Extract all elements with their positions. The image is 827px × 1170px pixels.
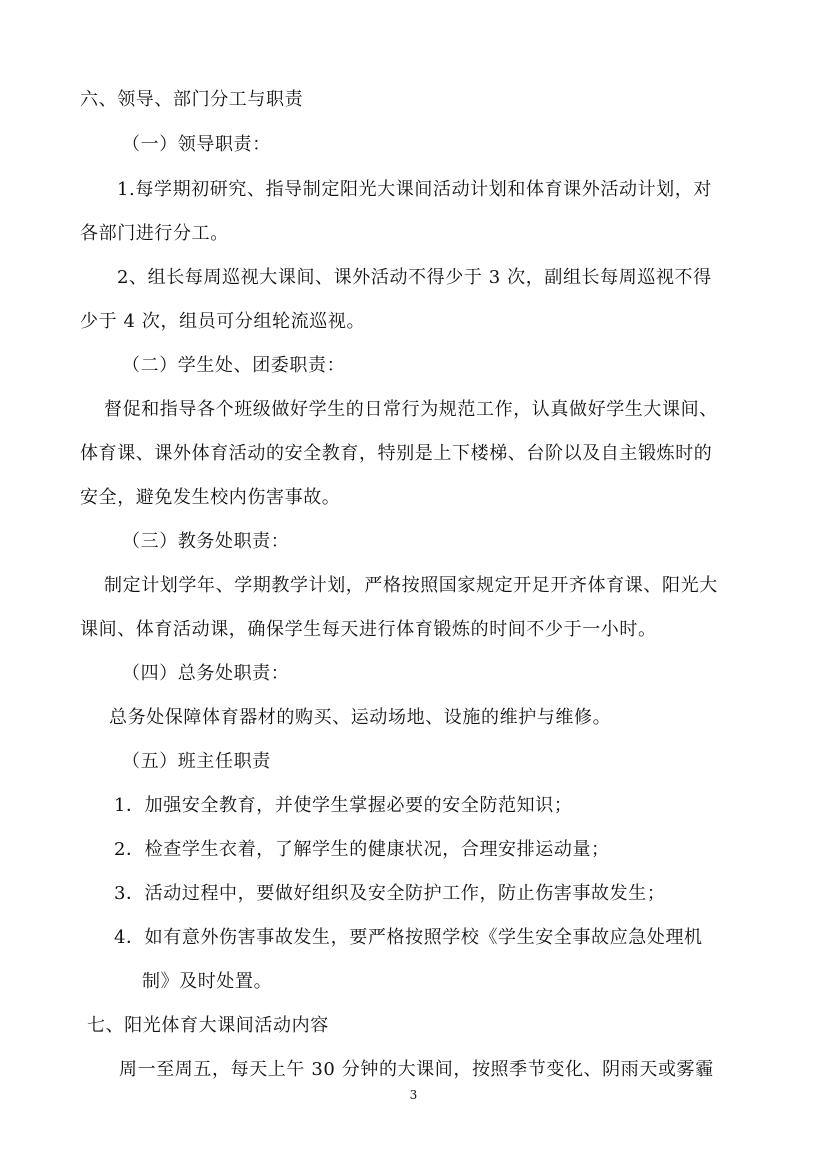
sub-1-heading: （一）领导职责： — [122, 134, 271, 155]
sub-2-para-line-1: 督促和指导各个班级做好学生的日常行为规范工作，认真做好学生大课间、 — [104, 399, 718, 420]
section-6-heading: 六、领导、部门分工与职责 — [80, 89, 304, 110]
section-7-para-line-1: 周一至周五，每天上午 30 分钟的大课间，按照季节变化、阴雨天或雾霾 — [119, 1059, 714, 1080]
sub-2-para-line-2: 体育课、课外体育活动的安全教育，特别是上下楼梯、台阶以及自主锻炼时的 — [80, 443, 713, 464]
sub-4-para-line-1: 总务处保障体育器材的购买、运动场地、设施的维护与维修。 — [109, 707, 612, 728]
sub-5-item-4-line-1: 4．如有意外伤害事故发生，要严格按照学校《学生安全事故应急处理机 — [114, 927, 703, 948]
sub-3-heading: （三）教务处职责： — [122, 531, 290, 552]
sub-3-para-line-1: 制定计划学年、学期教学计划，严格按照国家规定开足开齐体育课、阳光大 — [104, 575, 718, 596]
sub-5-heading: （五）班主任职责 — [122, 751, 271, 772]
sub-1-item-1-line-2: 各部门进行分工。 — [80, 223, 229, 244]
page-number: 3 — [409, 1088, 418, 1102]
section-7-heading: 七、阳光体育大课间活动内容 — [87, 1015, 329, 1036]
sub-1-item-2-line-2: 少于 4 次，组员可分组轮流巡视。 — [80, 311, 366, 332]
sub-1-item-2-line-1: 2、组长每周巡视大课间、课外活动不得少于 3 次，副组长每周巡视不得 — [117, 267, 712, 288]
sub-5-item-3: 3．活动过程中，要做好组织及安全防护工作，防止伤害事故发生； — [114, 883, 666, 904]
sub-3-para-line-2: 课间、体育活动课，确保学生每天进行体育锻炼的时间不少于一小时。 — [80, 619, 657, 640]
sub-2-heading: （二）学生处、团委职责： — [122, 355, 346, 376]
sub-4-heading: （四）总务处职责： — [122, 663, 290, 684]
sub-5-item-2: 2．检查学生衣着，了解学生的健康状况，合理安排运动量； — [114, 839, 610, 860]
sub-5-item-1: 1．加强安全教育，并使学生掌握必要的安全防范知识； — [114, 795, 573, 816]
sub-2-para-line-3: 安全，避免发生校内伤害事故。 — [80, 487, 341, 508]
sub-5-item-4-line-2: 制》及时处置。 — [142, 971, 273, 992]
sub-1-item-1-line-1: 1.每学期初研究、指导制定阳光大课间活动计划和体育课外活动计划，对 — [117, 179, 712, 200]
